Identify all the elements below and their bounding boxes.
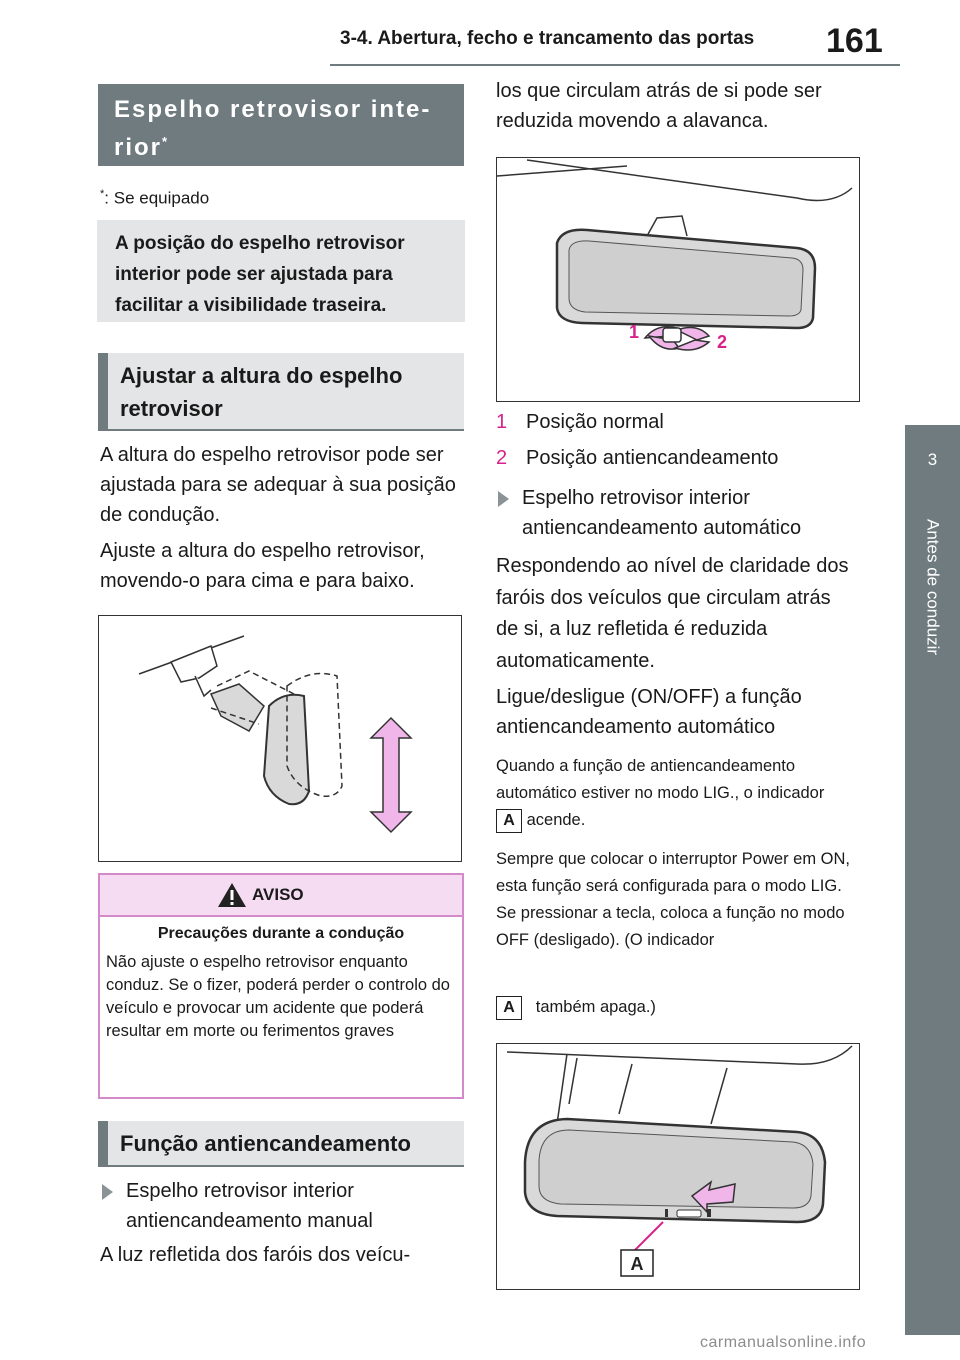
mirror-height-illustration	[99, 616, 460, 860]
auto-bullet-text: Espelho retrovisor interior antiencandeamento automático	[522, 487, 802, 539]
warning-header	[100, 875, 462, 917]
footnote-marker: *	[100, 188, 105, 200]
warning-body: Não ajuste o espelho retrovisor enquanto conduz. Se o fizer, poderá perder o controlo do veículo e provocar um acidente que poderá resultar em morte ou ferimentos graves	[106, 953, 450, 1040]
auto-toggle: Ligue/desligue (ON/OFF) a função antiencandeamento automático	[496, 686, 802, 738]
legend-item	[496, 443, 866, 473]
manual-para-col1: A luz refletida dos faróis dos veícu-	[100, 1244, 411, 1266]
chapter-name: Antes de conduzir	[923, 519, 943, 656]
bullet-triangle-icon	[498, 491, 509, 507]
warning-label: AVISO	[252, 885, 304, 904]
manual-lever-illustration	[497, 158, 858, 400]
intro-box: A posição do espelho retrovisor interior pode ser ajustada para facilitar a visibilidade traseira.	[97, 220, 465, 322]
indicator-a-icon: A	[496, 809, 522, 833]
auto-note-1-end: acende.	[526, 811, 586, 829]
height-para-2: Ajuste a altura do espelho retrovisor, movendo-o para cima e para baixo.	[100, 540, 425, 592]
auto-para: Respondendo ao nível de claridade dos faróis dos veículos que circulam atrás de si, a luz refletida é reduzida automaticamente.	[496, 555, 849, 672]
manual-para-tail: los que circulam atrás de si pode ser reduzida movendo a alavanca.	[496, 80, 822, 132]
footnote	[100, 188, 209, 209]
heading-rule	[98, 429, 464, 431]
warning-box	[98, 873, 464, 1099]
legend-number: 1	[496, 411, 508, 433]
auto-mirror-illustration	[497, 1044, 858, 1288]
manual-lever-figure	[496, 157, 860, 402]
antiglare-heading: Função antiencandeamento	[98, 1121, 464, 1165]
callout-a: A	[630, 1254, 644, 1274]
warning-subtitle: Precauções durante a condução	[157, 925, 405, 942]
mirror-height-figure	[98, 615, 462, 862]
legend-text: Posição antiencandeamento	[526, 447, 779, 469]
height-para-1: A altura do espelho retrovisor pode ser ajustada para se adequar à sua posição de condução.	[100, 444, 456, 526]
legend-item	[496, 407, 866, 437]
indicator-a-icon: A	[496, 996, 522, 1020]
auto-note-2-tail	[496, 994, 856, 1021]
figure-label-1: 1	[629, 322, 640, 342]
manual-bullet	[96, 1176, 466, 1236]
watermark: carmanualsonline.info	[700, 1334, 867, 1351]
bullet-triangle-icon	[102, 1184, 113, 1200]
page-number: 161	[826, 22, 883, 60]
section-banner	[98, 84, 464, 166]
figure-label-2: 2	[717, 332, 728, 352]
section-title: 3-4. Abertura, fecho e trancamento das portas	[340, 28, 755, 49]
banner-marker: *	[162, 134, 168, 149]
legend-text: Posição normal	[526, 411, 664, 433]
height-heading: Ajustar a altura do espelho retrovisor	[98, 353, 464, 429]
manual-bullet-text: Espelho retrovisor interior antiencandeamento manual	[126, 1180, 373, 1232]
heading-rule	[98, 1165, 464, 1167]
warning-icon	[216, 881, 248, 909]
chapter-number-tab[interactable]	[905, 425, 960, 495]
banner-title: Espelho retrovisor inte-rior	[114, 96, 432, 161]
chapter-number: 3	[927, 450, 938, 469]
auto-note-1	[496, 753, 836, 834]
auto-note-2-end: também apaga.)	[535, 998, 656, 1016]
legend-number: 2	[496, 447, 508, 469]
auto-bullet	[492, 483, 862, 543]
footnote-text: : Se equipado	[104, 188, 210, 208]
auto-note-1-text: Quando a função de antiencandeamento automático estiver no modo LIG., o indicador	[496, 757, 825, 802]
auto-note-2-text: Sempre que colocar o interruptor Power em ON, esta função será configurada para o modo LIG. Se pressionar a tecla, coloca a função no modo OFF (desligado). (O indicador	[496, 850, 850, 949]
auto-note-2	[496, 846, 856, 954]
auto-mirror-figure	[496, 1043, 860, 1290]
